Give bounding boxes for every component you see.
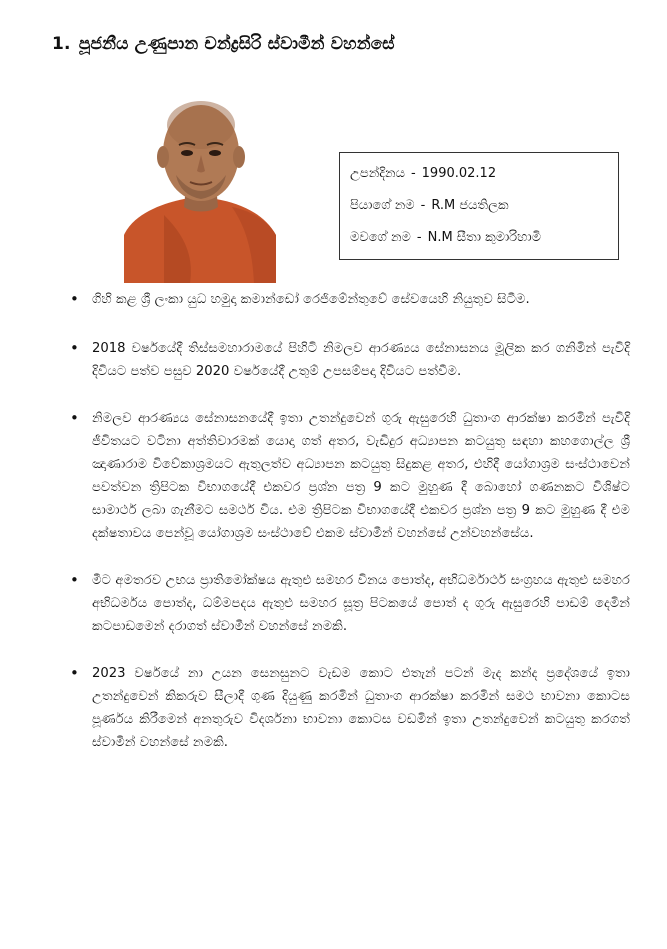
heading-number: 1. [52,34,71,54]
list-item: • 2018 වර්ෂයේදී තිස්සමහාරාමයේ පිහිටි නිමලව ආරණ්‍යය සේනාසනය මූලික කර ගනිමින් පැවිදි දිවියට පත්ව පසුව 2020 වර්ෂයේදී උතුම් උපසම්පදා දිවියට පත්වීම. [60,337,630,383]
biography-points-list [60,288,630,778]
mother-name-row [350,222,608,254]
portrait-illustration [124,95,276,283]
separator: - [410,166,416,181]
father-name-label: පියාගේ නම [350,198,415,213]
separator: - [416,230,422,245]
heading-title: පූජනීය උණුපාන චන්ද්‍රසිරි ස්වාමීන් වහන්සේ [78,34,395,54]
birth-date-row [350,158,608,190]
page-heading [52,34,395,54]
mother-name-value: N.M සීතා කුමාරිහාමි [427,230,541,245]
list-item: • නිමලව ආරණ්‍යය සේනාසනයේදී ඉතා උතන්දුවෙන් ගුරු ඇසුරෙහි ධුතාංග ආරක්ෂා කරමින් පැවිදි ජීවිතයට වටිනා අත්තිවාරමක් යොදා ගත් අතර, වැඩිදුර අධ්‍යාපන කටයුතු සඳහා කහගොල්ල ශ්‍රී ඤාණාරාම විවේකාශ්‍රමයට ඇතුලත්ව අධ්‍යාපන කටයුතු සිදුකළ අතර, එහිදී යෝගාශ්‍රම සංස්ථාවෙන් පවත්වන ත්‍රිපිටක විභාගයේදී එකවර ප්‍රශ්න පත්‍ර 9 කට මුහුණ දී බොහෝ ගණනකට විශිෂ්ට සාමාර්ථ ලබා ගැනීමට සමර්ථ විය. එම ත්‍රිපිටක විභාගයේදී එකවර ප්‍රශ්න පත්‍ර 9 කට මුහුණ දී එම දක්ෂතාවය පෙන්වූ යෝගාශ්‍රම සංස්ථාවේ එකම ස්වාමීන් වහන්සේ උන්වහන්සේය. [60,407,630,545]
separator: - [420,198,426,213]
list-item: • 2023 වර්ෂයේ නා උයන සෙනසුනට වැඩම කොට එතැන් පටන් මැද කන්ද ප්‍රදේශයේ ඉතා උතන්දුවෙන් කිකරුව සීලාදී ගුණ දියුණු කරමින් ධුතාංග ආරක්ෂා කරමින් සමථ භාවනා කොටස පූර්ණය කිරීමෙන් අනතුරුව විදර්ශනා භාවනා කොටස වඩමින් ඉතා උතන්දුවෙන් කටයුතු කරගත් ස්වාමීන් වහන්සේ නමකි. [60,662,630,754]
personal-info-box [339,152,619,260]
list-item: • ගිහි කළ ශ්‍රී ලංකා යුධ හමුදා කමාන්ඩෝ රෙජිමේන්තුවේ සේවයෙහි නියුතුව සිටීම. [60,288,630,311]
father-name-value: R.M ජයතිලක [431,198,509,213]
father-name-row [350,190,608,222]
list-item: • මීට අමතරව උභය ප්‍රාතිමෝක්ෂය ඇතුළු සමහර විනය පොත්ද, අභිධර්මාර්ථ සංග්‍රහය ඇතුළු සමහර අභිධර්මය පොත්ද, ධම්මපදය ඇතුළු සමහර සූත්‍ර පිටකයේ පොත් ද ගුරු ඇසුරෙහි පාඩම් දෙමින් කටපාඩමෙන් දරාගත් ස්වාමීන් වහන්සේ නමකි. [60,569,630,638]
birth-date-value: 1990.02.12 [421,166,497,181]
mother-name-label: මවගේ නම [350,230,411,245]
birth-date-label: උපන්දිනය [350,166,405,181]
monk-portrait-photo [124,95,276,283]
